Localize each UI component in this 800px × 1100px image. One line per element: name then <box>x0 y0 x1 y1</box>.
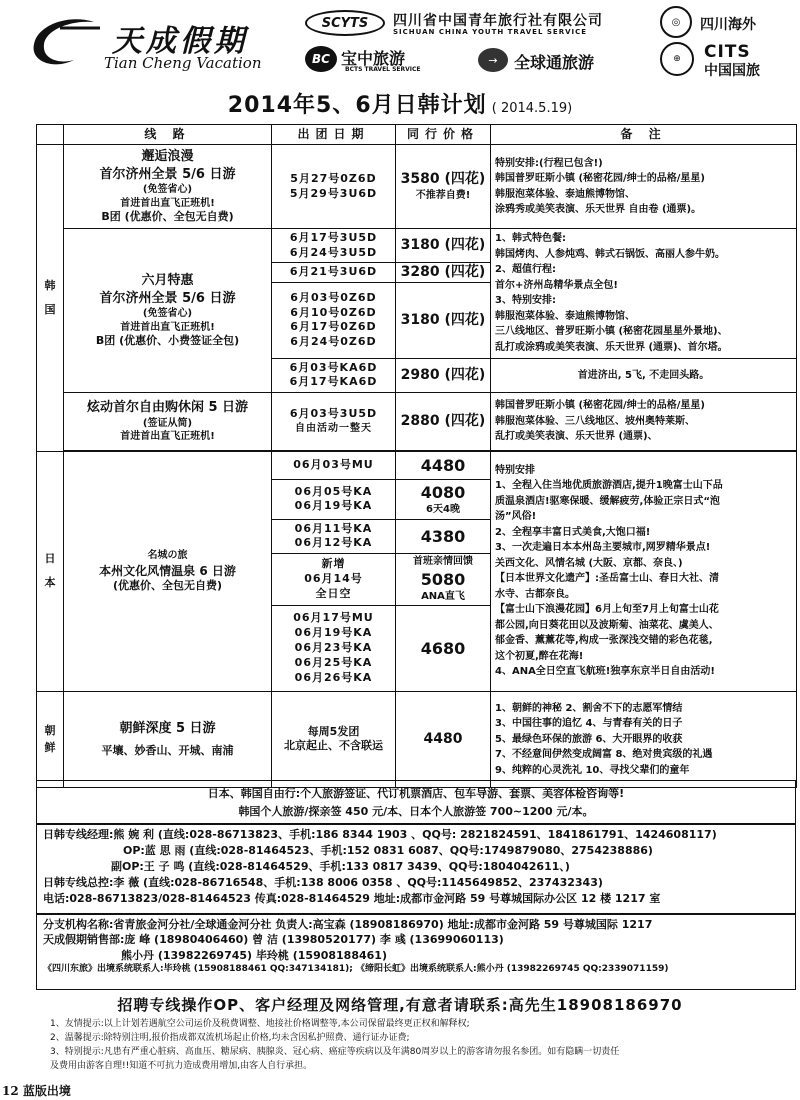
scyts-badge: SCYTS <box>305 10 385 36</box>
price-cell: 首班亲情回馈 5080 ANA直飞 <box>396 553 491 605</box>
price-cell: 4480 <box>396 451 491 479</box>
scyts-en: SICHUAN CHINA YOUTH TRAVEL SERVICE <box>393 28 588 36</box>
price-cell: 3580 (四花) 不推荐自费! <box>396 145 491 229</box>
tip-line: 3、特别提示:凡患有严重心脏病、高血压、糖尿病、胰腺炎、冠心病、癌症等疾病以及年满80周岁以上的游客请勿报名参团。如有隐瞒一切责任 <box>50 1046 620 1057</box>
table-row <box>37 451 797 479</box>
tip-line: 1、友情提示:以上计划若遇航空公司运价及税费调整、地接社价格调整等,本公司保留最终更正权和解释权; <box>50 1019 470 1029</box>
sichuan-overseas-cn: 四川海外 <box>700 17 756 33</box>
scyts-cn: 四川省中国青年旅行社有限公司 <box>393 13 603 29</box>
sichuan-overseas-seal-icon: ◎ <box>660 6 692 38</box>
cits-en: CITS <box>704 42 751 62</box>
branch-line: 天成假期销售部:庞 峰 (18980406460) 曾 洁 (13980520177) 李 彧 (13699060113) <box>43 933 504 947</box>
branch-line: 熊小丹 (13982269745) 毕玲桃 (15908188461) <box>121 948 387 962</box>
logo-bar <box>0 0 800 86</box>
note-cell: 韩国普罗旺斯小镇 (秘密花园/绅士的品格/星星) 韩服泡菜体验、三八线地区、坡州奥特莱斯、 乱打或美笑表演、乐天世界 (通票)、 <box>491 392 797 450</box>
bcts-en: BCTS TRAVEL SERVICE <box>345 66 421 73</box>
date-cell: 06月05号KA 06月19号KA <box>272 479 396 519</box>
free-tour-box <box>36 780 796 824</box>
scyts-logo <box>305 10 650 40</box>
price-cell: 3280 (四花) <box>396 263 491 283</box>
contact-line: 副OP:王 子 鸣 (直线:028-81464529、手机:133 0817 3439、QQ号:1804042611、) <box>111 859 570 873</box>
bcts-mark-icon: BC <box>305 46 337 72</box>
header-route: 线 路 <box>64 125 272 145</box>
contacts-box <box>36 824 796 914</box>
price-cell: 3180 (四花) <box>396 229 491 263</box>
date-cell: 6月03号3U5D 自由活动一整天 <box>272 392 396 450</box>
date-cell: 5月27号0Z6D 5月29号3U6D <box>272 145 396 229</box>
route-cell: 名城の旅 本州文化风情温泉 6 日游 (优惠价、全包无自费) <box>64 451 272 691</box>
date-cell: 6月03号KA6D 6月17号KA6D <box>272 358 396 392</box>
table-row <box>37 691 797 787</box>
price-cell: 2880 (四花) <box>396 392 491 450</box>
date-cell: 6月17号3U5D 6月24号3U5D <box>272 229 396 263</box>
qqt-logo <box>478 46 653 76</box>
route-cell: 炫动首尔自由购休闲 5 日游 (签证从简) 首进首出直飞正班机! <box>64 392 272 450</box>
date-cell: 06月17号MU 06月19号KA 06月23号KA 06月25号KA 06月26号KA <box>272 605 396 691</box>
header-blank <box>37 125 64 145</box>
table-header-row <box>37 125 797 145</box>
header-note: 备 注 <box>491 125 797 145</box>
branch-line: 《四川东旅》出境系统联系人:毕玲桃 (15908188461 QQ:347134181); 《缔阳长虹》出境系统联系人:熊小丹 (13982269745 QQ:2339071159) <box>43 964 669 975</box>
tiancheng-logo <box>30 12 300 74</box>
price-cell: 4480 <box>396 691 491 787</box>
bcts-logo <box>305 44 465 78</box>
date-cell: 6月03号0Z6D 6月10号0Z6D 6月17号0Z6D 6月24号0Z6D <box>272 282 396 358</box>
header-date: 出团日期 <box>272 125 396 145</box>
route-cell: 邂逅浪漫 首尔济州全景 5/6 日游 (免签省心) 首进首出直飞正班机! B团 (优惠价、全包无自费) <box>64 145 272 229</box>
country-korea: 韩国 <box>37 145 64 452</box>
note-cell: 首进济出, 5飞, 不走回头路。 <box>491 358 797 392</box>
itinerary-table <box>36 124 797 788</box>
date-cell: 06月11号KA 06月12号KA <box>272 519 396 553</box>
tiancheng-cn: 天成假期 <box>112 24 248 59</box>
table-row <box>37 145 797 229</box>
tip-line: 及费用由游客自理!!知道不可抗力造成费用增加,由客人自行承担。 <box>50 1060 313 1071</box>
bcts-cn: 宝中旅游 <box>341 49 406 68</box>
route-cell: 六月特惠 首尔济州全景 5/6 日游 (免签省心) 首进首出直飞正班机! B团 (优惠价、小费签证全包) <box>64 229 272 393</box>
qqt-arrow-icon: → <box>478 48 508 72</box>
contact-line: 电话:028-86713823/028-81464523 传真:028-81464529 地址:成都市金河路 59 号尊城国际办公区 12 楼 1217 室 <box>43 891 661 905</box>
price-cell: 2980 (四花) <box>396 358 491 392</box>
route-cell: 朝鲜深度 5 日游 平壤、妙香山、开城、南浦 <box>64 691 272 787</box>
price-cell: 4680 <box>396 605 491 691</box>
page-title-date: ( 2014.5.19) <box>491 101 573 116</box>
contact-line: 日韩专线经理:熊 婉 利 (直线:028-86713823、手机:186 8344 1903 、QQ号: 2821824591、1841861791、1424608117) <box>43 828 717 841</box>
date-cell: 新增 06月14号 全日空 <box>272 553 396 605</box>
contact-line: OP:蓝 思 雨 (直线:028-81464523、手机:152 0831 6087、QQ号:1749879080、2754238886) <box>123 843 653 857</box>
page-title-row <box>0 88 800 122</box>
free-tour-line: 韩国个人旅游/探亲签 450 元/本、日本个人旅游签 700~1200 元/本。 <box>238 804 594 818</box>
header-price: 同行价格 <box>396 125 491 145</box>
note-cell: 特别安排:(行程已包含!) 韩国普罗旺斯小镇 (秘密花园/绅士的品格/星星) 韩服泡菜体验、泰迪熊博物馆、 涂鸦秀或美笑表演、乐天世界 自由卷 (通票)。 <box>491 145 797 229</box>
cits-logo <box>660 42 795 78</box>
contact-line: 日韩专线总控:李 薇 (直线:028-86716548、手机:138 8006 0358 、QQ号:1145649852、237432343) <box>43 875 603 889</box>
date-cell: 06月03号MU <box>272 451 396 479</box>
country-japan: 日本 <box>37 451 64 691</box>
qqt-cn: 全球通旅游 <box>514 53 595 72</box>
note-cell: 1、朝鲜的神秘 2、割舍不下的志愿军情结 3、中国往事的追忆 4、与青春有关的日子 5、最绿色环保的旅游 6、大开眼界的收获 7、不经意间伊然变成阔富 8、绝对贵宾级的礼遇 9、纯粹的心灵洗礼 10、寻找父辈们的童年 <box>491 691 797 787</box>
free-tour-line: 日本、韩国自由行:个人旅游签证、代订机票酒店、包车导游、套票、美容体检咨询等! <box>207 787 625 800</box>
price-cell: 4080 6天4晚 <box>396 479 491 519</box>
table-row <box>37 229 797 263</box>
branch-box <box>36 914 796 990</box>
sichuan-overseas-logo <box>660 6 795 40</box>
note-cell: 特别安排 1、全程入住当地优质旅游酒店,提升1晚富士山下品 质温泉酒店!驱寒保暖、缓解疲劳,体验正宗日式“泡 汤”风俗! 2、全程享丰富日式美食,大饱口福! 3、一次走遍日本本州岛主要城市,网罗精华景点! 关西文化、风情名城 (大阪、京都、奈良、) 【日本世界文化遗产】:圣岳富士山、春日大社、清 水寺、古都奈良。 【富士山下浪漫花园】6月上旬至7月上旬富士山花 都公园,向日葵花田以及波斯菊、油菜花、虞美人、 郁金香、薰薰花等,构成一张深浅交错的彩色花毯, 这个初夏,醉在花海! 4、ANA全日空直飞航班!独享东京半日自由活动! <box>491 451 797 691</box>
tip-line: 2、温馨提示:除特别注明,报价指成都双流机场起止价格,均未含因私护照费、通行证办证费; <box>50 1032 410 1043</box>
country-north-korea: 朝鲜 <box>37 691 64 787</box>
tips-block <box>50 1018 795 1074</box>
tiancheng-swoosh-icon <box>30 14 104 70</box>
date-cell: 6月21号3U6D <box>272 263 396 283</box>
price-cell: 4380 <box>396 519 491 553</box>
recruit-banner: 招聘专线操作OP、客户经理及网络管理,有意者请联系:高先生18908186970 <box>117 996 683 1014</box>
price-cell: 3180 (四花) <box>396 282 491 358</box>
page-title: 2014年5、6月日韩计划 <box>227 93 487 118</box>
table-row <box>37 392 797 450</box>
branch-line: 分支机构名称:省青旅金河分社/全球通金河分社 负责人:高宝森 (18908186970) 地址:成都市金河路 59 号尊城国际 1217 <box>43 918 653 931</box>
page-footer: 12 蓝版出境 <box>2 1084 71 1098</box>
cits-globe-icon: ⊕ <box>660 42 694 76</box>
tiancheng-en: Tian Cheng Vacation <box>104 54 262 72</box>
cits-cn: 中国国旅 <box>704 63 760 79</box>
note-cell: 1、韩式特色餐: 韩国烤肉、人参炖鸡、韩式石锅饭、高丽人参牛奶。 2、超值行程: 首尔+济州岛精华景点全包! 3、特别安排: 韩服泡菜体验、泰迪熊博物馆、 三八线地区、普罗旺斯小镇 (秘密花园星星外景地)、 乱打或涂鸦或美笑表演、乐天世界 (通票)、首尔塔。 <box>491 229 797 359</box>
date-cell: 每周5发团 北京起止、不含联运 <box>272 691 396 787</box>
